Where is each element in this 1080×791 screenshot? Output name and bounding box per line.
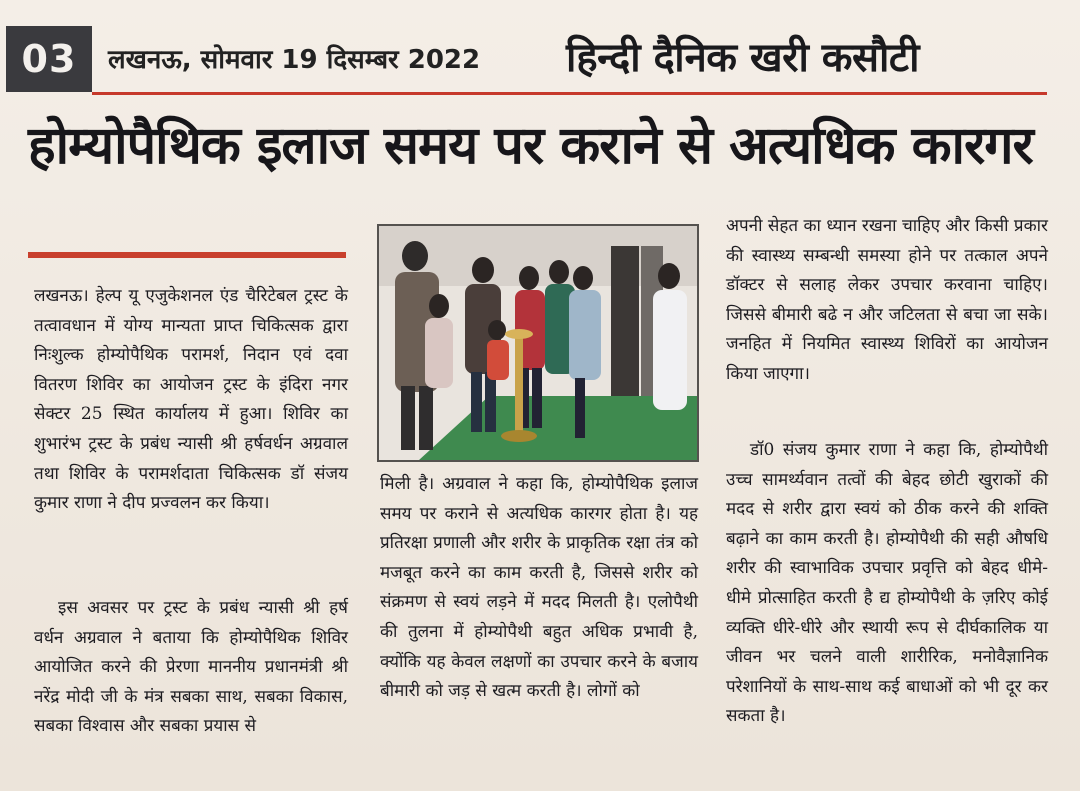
newspaper-name: हिन्दी दैनिक खरी कसौटी [566, 35, 919, 81]
section-accent-rule [28, 252, 346, 258]
article-paragraph: इस अवसर पर ट्रस्ट के प्रबंध न्यासी श्री हर्ष वर्धन अग्रवाल ने बताया कि होम्योपैथिक शिविर आयोजित करने की प्रेरणा माननीय प्रधानमंत्री श्री नरेंद्र मोदी जी के मंत्र सबका साथ, सबका विकास, सबका विश्वास और सबका प्रयास से [34, 598, 348, 737]
headline: होम्योपैथिक इलाज समय पर कराने से अत्यधिक कारगर [28, 116, 1033, 176]
article-paragraph: अपनी सेहत का ध्यान रखना चाहिए और किसी प्रकार की स्वास्थ्य सम्बन्धी समस्या होने पर तत्काल अपने डॉक्टर से सलाह लेकर उपचार करवाना चाहिए। जिससे बीमारी बढे न और जटिलता से बचा जा सके। जनहित में नियमित स्वास्थ्य शिविरों का आयोजन किया जाएगा। [726, 216, 1048, 384]
page-number: 03 [6, 26, 92, 92]
article-paragraph: डॉ0 संजय कुमार राणा ने कहा कि, होम्योपैथी उच्च सामर्थ्यवान तत्वों की बेहद छोटी खुराकों की मदद से शरीर द्वारा स्वयं को ठीक करने की शक्ति बढ़ाने का काम करती है। होम्योपैथी की सही औषधि शरीर की स्वाभाविक उपचार प्रवृत्ति को बेहद धीमे-धीमे प्रोत्साहित करती है द्य होम्योपैथी के ज़रिए कोई व्यक्ति धीरे-धीरे और स्थायी रूप से दीर्घकालिक या जीवन भर चलने वाली शारीरिक, मनोवैज्ञानिक परेशानियों के साथ-साथ कई बाधाओं को भी दूर कर सकता है। [726, 440, 1048, 727]
masthead-rule [92, 92, 1047, 95]
event-photo [377, 224, 699, 462]
article-paragraph: मिली है। अग्रवाल ने कहा कि, होम्योपैथिक इलाज समय पर कराने से अत्यधिक कारगर होता है। यह प्रतिरक्षा प्रणाली और शरीर के प्राकृतिक रक्षा तंत्र को मजबूत करने का काम करती है, जिससे शरीर को संक्रमण से स्वयं लड़ने में मदद मिलती है। एलोपैथी की तुलना में होम्योपैथी बहुत अधिक प्रभावी है, क्योंकि यह केवल लक्षणों का उपचार करने के बजाय बीमारी को जड़ से खत्म करती है। लोगों को [380, 474, 698, 702]
dateline: लखनऊ, सोमवार 19 दिसम्बर 2022 [108, 45, 481, 75]
article-paragraph: लखनऊ। हेल्प यू एजुकेशनल एंड चैरिटेबल ट्रस्ट के तत्वावधान में योग्य मान्यता प्राप्त चिकित्सक द्वारा निःशुल्क होम्योपैथिक परामर्श, निदान एवं दवा वितरण शिविर का आयोजन ट्रस्ट के इंदिरा नगर सेक्टर 25 स्थित कार्यालय में हुआ। शिविर का शुभारंभ ट्रस्ट के प्रबंध न्यासी श्री हर्षवर्धन अग्रवाल तथा शिविर के परामर्शदाता चिकित्सक डॉ संजय कुमार राणा ने दीप प्रज्वलन कर किया। [34, 286, 348, 514]
